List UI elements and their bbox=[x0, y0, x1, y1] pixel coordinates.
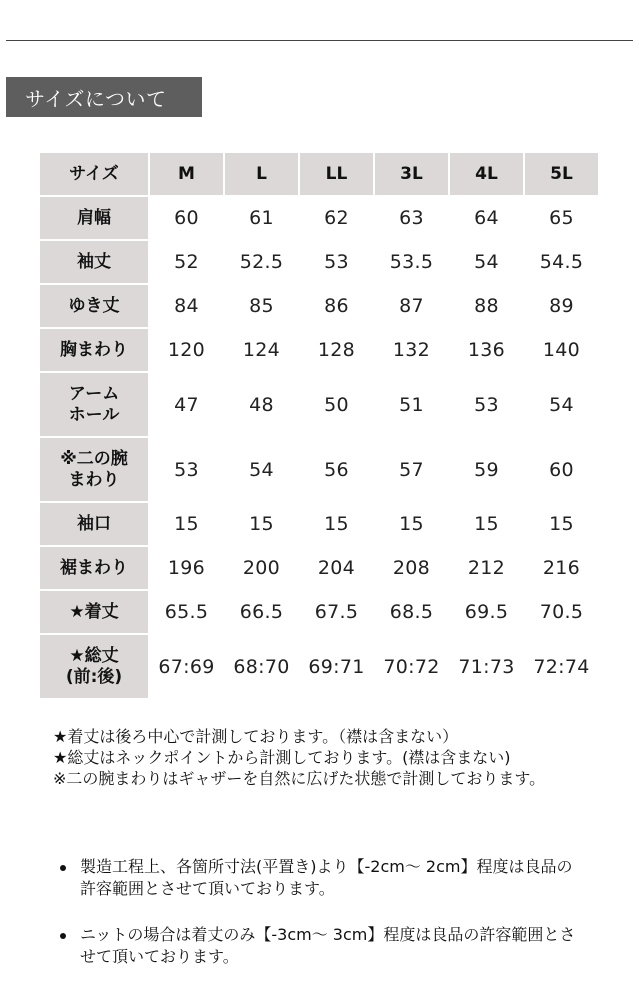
row-label-line: (前:後) bbox=[65, 666, 123, 687]
table-cell: 124 bbox=[225, 329, 298, 371]
table-cell: 52.5 bbox=[225, 241, 298, 283]
bullet-list bbox=[56, 856, 586, 992]
section-title: サイズについて bbox=[25, 86, 167, 111]
table-cell: 68.5 bbox=[375, 591, 448, 633]
row-label bbox=[40, 503, 148, 545]
table-cell: 56 bbox=[300, 438, 373, 501]
table-cell: 128 bbox=[300, 329, 373, 371]
table-cell: 69:71 bbox=[300, 635, 373, 698]
section-header bbox=[6, 77, 202, 117]
size-header-cell: L bbox=[225, 153, 298, 195]
row-label bbox=[40, 373, 148, 436]
table-cell: 65 bbox=[525, 197, 598, 239]
row-label-line: 袖丈 bbox=[77, 251, 111, 272]
row-label-line: アーム bbox=[68, 383, 120, 404]
table-cell: 67.5 bbox=[300, 591, 373, 633]
table-cell: 48 bbox=[225, 373, 298, 436]
table-cell: 15 bbox=[300, 503, 373, 545]
table-row bbox=[40, 503, 598, 545]
table-row bbox=[40, 285, 598, 327]
size-header-cell: M bbox=[150, 153, 223, 195]
table-cell: 57 bbox=[375, 438, 448, 501]
row-label-line: 胸まわり bbox=[60, 339, 128, 360]
size-header-cell: LL bbox=[300, 153, 373, 195]
bullet-text: ニットの場合は着丈のみ【-3cm～ 3cm】程度は良品の許容範囲とさせて頂いております。 bbox=[80, 925, 576, 966]
table-cell: 87 bbox=[375, 285, 448, 327]
table-cell: 15 bbox=[150, 503, 223, 545]
table-cell: 64 bbox=[450, 197, 523, 239]
table-cell: 60 bbox=[525, 438, 598, 501]
table-cell: 15 bbox=[450, 503, 523, 545]
table-row bbox=[40, 241, 598, 283]
table-cell: 66.5 bbox=[225, 591, 298, 633]
table-cell: 54 bbox=[525, 373, 598, 436]
table-cell: 70:72 bbox=[375, 635, 448, 698]
table-cell: 53 bbox=[450, 373, 523, 436]
table-row bbox=[40, 329, 598, 371]
table-cell: 53.5 bbox=[375, 241, 448, 283]
table-cell: 61 bbox=[225, 197, 298, 239]
table-cell: 47 bbox=[150, 373, 223, 436]
row-label bbox=[40, 285, 148, 327]
table-cell: 50 bbox=[300, 373, 373, 436]
row-label-line: 裾まわり bbox=[60, 557, 128, 578]
row-label bbox=[40, 547, 148, 589]
table-cell: 52 bbox=[150, 241, 223, 283]
row-label-line: ゆき丈 bbox=[68, 295, 120, 316]
table-cell: 212 bbox=[450, 547, 523, 589]
row-label-line: ※二の腕 bbox=[60, 448, 128, 469]
table-row bbox=[40, 373, 598, 436]
notes bbox=[53, 726, 593, 789]
table-cell: 216 bbox=[525, 547, 598, 589]
table-cell: 196 bbox=[150, 547, 223, 589]
row-label bbox=[40, 591, 148, 633]
row-label bbox=[40, 197, 148, 239]
table-cell: 68:70 bbox=[225, 635, 298, 698]
table-row bbox=[40, 591, 598, 633]
table-row bbox=[40, 547, 598, 589]
table-cell: 85 bbox=[225, 285, 298, 327]
table-cell: 59 bbox=[450, 438, 523, 501]
table-cell: 200 bbox=[225, 547, 298, 589]
table-cell: 89 bbox=[525, 285, 598, 327]
table-row bbox=[40, 635, 598, 698]
bullet-dot-icon bbox=[60, 865, 66, 871]
table-row bbox=[40, 438, 598, 501]
size-header-cell: 3L bbox=[375, 153, 448, 195]
row-label bbox=[40, 329, 148, 371]
row-label-line: ★着丈 bbox=[69, 601, 119, 622]
row-label-line: ★総丈 bbox=[69, 645, 119, 666]
table-header-row bbox=[40, 153, 598, 195]
table-cell: 54.5 bbox=[525, 241, 598, 283]
note-line: ★着丈は後ろ中心で計測しております。（襟は含まない） bbox=[53, 727, 459, 746]
table-cell: 62 bbox=[300, 197, 373, 239]
table-cell: 15 bbox=[525, 503, 598, 545]
table-cell: 53 bbox=[300, 241, 373, 283]
bullet-text: 製造工程上、各箇所寸法(平置き)より【-2cm～ 2cm】程度は良品の許容範囲とさせて頂いております。 bbox=[80, 857, 573, 898]
size-header-cell: 4L bbox=[450, 153, 523, 195]
table-cell: 140 bbox=[525, 329, 598, 371]
table-cell: 54 bbox=[225, 438, 298, 501]
table-cell: 67:69 bbox=[150, 635, 223, 698]
table-cell: 84 bbox=[150, 285, 223, 327]
row-label bbox=[40, 241, 148, 283]
table-cell: 53 bbox=[150, 438, 223, 501]
table-cell: 60 bbox=[150, 197, 223, 239]
table-cell: 15 bbox=[225, 503, 298, 545]
table-cell: 88 bbox=[450, 285, 523, 327]
row-label bbox=[40, 438, 148, 501]
size-table bbox=[38, 151, 600, 700]
row-label-line: 肩幅 bbox=[77, 207, 111, 228]
size-header-label: サイズ bbox=[40, 153, 148, 195]
table-cell: 86 bbox=[300, 285, 373, 327]
table-cell: 132 bbox=[375, 329, 448, 371]
table-cell: 54 bbox=[450, 241, 523, 283]
row-label-line: まわり bbox=[68, 469, 120, 490]
table-cell: 120 bbox=[150, 329, 223, 371]
row-label-line: ホール bbox=[68, 404, 120, 425]
top-divider bbox=[6, 40, 633, 41]
table-cell: 69.5 bbox=[450, 591, 523, 633]
row-label bbox=[40, 635, 148, 698]
table-cell: 72:74 bbox=[525, 635, 598, 698]
table-row bbox=[40, 197, 598, 239]
table-cell: 51 bbox=[375, 373, 448, 436]
row-label-line: 袖口 bbox=[77, 513, 111, 534]
table-cell: 15 bbox=[375, 503, 448, 545]
size-header-cell: 5L bbox=[525, 153, 598, 195]
table-cell: 204 bbox=[300, 547, 373, 589]
bullet-dot-icon bbox=[60, 933, 66, 939]
table-cell: 63 bbox=[375, 197, 448, 239]
note-line: ※二の腕まわりはギャザーを自然に広げた状態で計測しております。 bbox=[53, 769, 546, 788]
table-cell: 71:73 bbox=[450, 635, 523, 698]
table-cell: 65.5 bbox=[150, 591, 223, 633]
table-cell: 136 bbox=[450, 329, 523, 371]
bullet-item bbox=[56, 924, 586, 968]
note-line: ★総丈はネックポイントから計測しております。(襟は含まない) bbox=[53, 748, 511, 767]
bullet-item bbox=[56, 856, 586, 900]
table-cell: 208 bbox=[375, 547, 448, 589]
table-cell: 70.5 bbox=[525, 591, 598, 633]
